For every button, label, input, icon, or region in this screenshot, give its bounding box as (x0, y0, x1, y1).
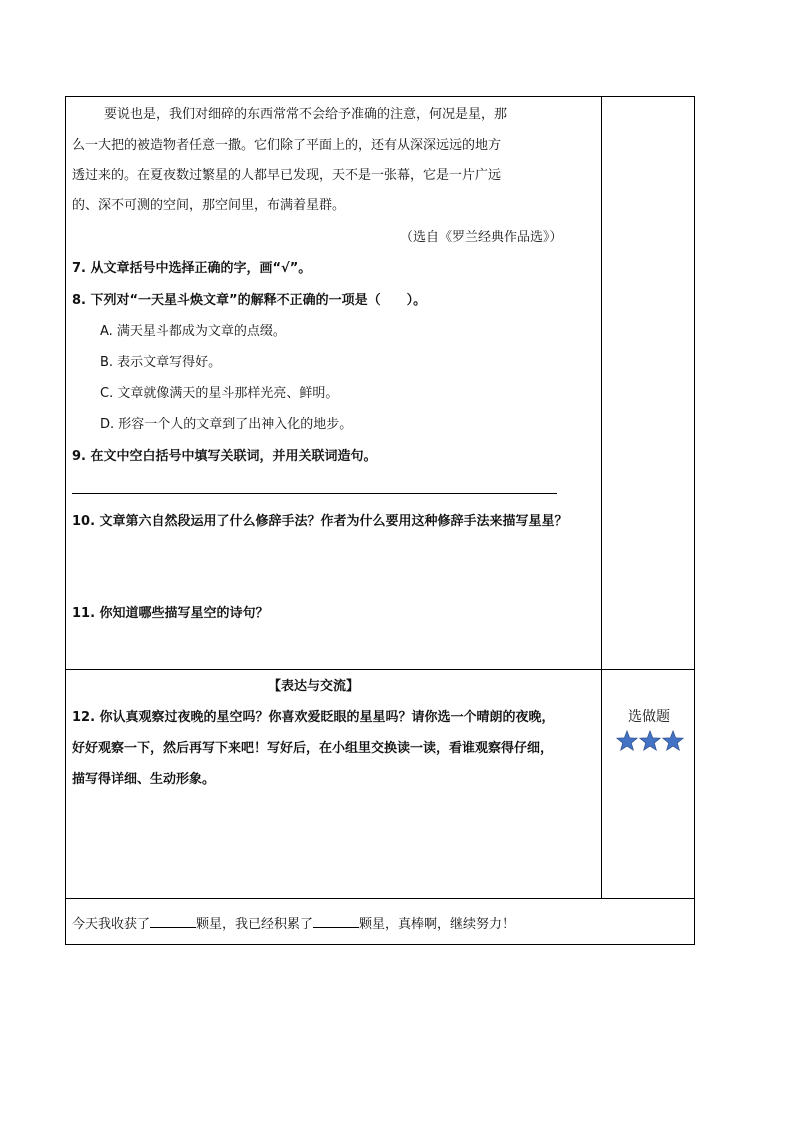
star-icon (662, 730, 684, 752)
expression-heading: 【表达与交流】 (268, 679, 360, 694)
passage-line-2: 么一大把的被造物者任意一撒。它们除了平面上的，还有从深深远远的地方 (72, 138, 502, 153)
side-cell-empty (601, 96, 695, 670)
optional-label: 选做题 (628, 709, 670, 725)
summary-text-2: 颗星，我已经积累了 (196, 917, 314, 932)
passage-line-4: 的、深不可测的空间，那空间里，布满着星群。 (72, 198, 346, 213)
question-9: 9. 在文中空白括号中填写关联词，并用关联词造句。 (72, 449, 377, 464)
summary-text-3: 颗星，真棒啊，继续努力！ (359, 917, 516, 932)
answer-line[interactable] (72, 493, 557, 494)
summary-line (72, 913, 515, 934)
blank-stars-total[interactable] (313, 913, 359, 928)
passage-line-3: 透过来的。在夏夜数过繁星的人都早已发现，天不是一张幕，它是一片广远 (72, 168, 502, 183)
optional-cell (601, 669, 695, 899)
question-8-option-d: D. 形容一个人的文章到了出神入化的地步。 (100, 417, 353, 432)
question-7: 7. 从文章括号中选择正确的字，画“√”。 (72, 261, 312, 276)
passage-source: （选自《罗兰经典作品选》） (400, 230, 563, 245)
question-8-option-c: C. 文章就像满天的星斗那样光亮、鲜明。 (100, 386, 339, 401)
question-8-option-b: B. 表示文章写得好。 (100, 355, 222, 370)
worksheet-table (65, 96, 695, 945)
question-8-option-a: A. 满天星斗都成为文章的点缀。 (100, 324, 286, 339)
question-11: 11. 你知道哪些描写星空的诗句？ (72, 606, 269, 621)
passage-line-1: 要说也是，我们对细碎的东西常常不会给予准确的注意，何况是星，那 (104, 107, 508, 122)
question-8: 8. 下列对“一天星斗焕文章”的解释不正确的一项是（ ）。 (72, 293, 427, 308)
star-icon (616, 730, 638, 752)
star-icon (639, 730, 661, 752)
question-12-line-2: 好好观察一下，然后再写下来吧！写好后，在小组里交换读一读，看谁观察得仔细， (72, 741, 554, 756)
summary-cell (65, 898, 695, 945)
summary-text-1: 今天我收获了 (72, 917, 151, 932)
blank-stars-today[interactable] (150, 913, 196, 928)
star-rating (616, 730, 684, 752)
reading-questions-cell (65, 96, 602, 670)
question-12-line-1: 12. 你认真观察过夜晚的星空吗？你喜欢爱眨眼的星星吗？请你选一个晴朗的夜晚， (72, 710, 555, 725)
expression-cell (65, 669, 602, 899)
question-10: 10. 文章第六自然段运用了什么修辞手法？作者为什么要用这种修辞手法来描写星星？ (72, 514, 568, 529)
question-12-line-3: 描写得详细、生动形象。 (72, 772, 216, 787)
